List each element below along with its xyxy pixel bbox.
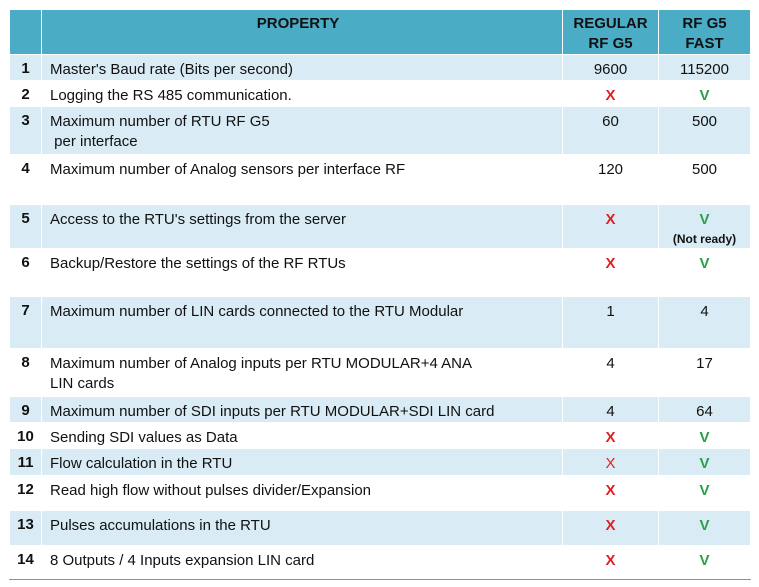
- row-property: Master's Baud rate (Bits per second): [42, 55, 563, 81]
- row-regular-value: 9600: [563, 55, 659, 81]
- row-regular-value: [563, 81, 659, 107]
- row-property-line2: per interface: [54, 133, 138, 150]
- check-mark-icon: V: [699, 552, 710, 569]
- header-regular: [563, 10, 659, 55]
- row-fast-value: [659, 449, 751, 476]
- row-fast-value: 115200: [659, 55, 751, 81]
- header-num: [10, 10, 42, 55]
- row-number: 7: [10, 297, 42, 349]
- header-fast: [659, 10, 751, 55]
- row-regular-value: [563, 423, 659, 449]
- table-row: [10, 423, 751, 449]
- row-property-line1: Maximum number of RTU RF G5: [50, 113, 270, 130]
- row-property-line1: Maximum number of Analog inputs per RTU MODULAR+4 ANA: [50, 355, 472, 372]
- x-mark-icon: X: [605, 552, 616, 569]
- row-regular-value: 1: [563, 297, 659, 349]
- row-number: 12: [10, 476, 42, 511]
- table-row: [10, 205, 751, 249]
- header-fast-line1: RF G5: [682, 15, 727, 32]
- header-property: PROPERTY: [42, 10, 563, 55]
- table-row: [10, 155, 751, 205]
- row-number: 4: [10, 155, 42, 205]
- row-regular-value: 4: [563, 349, 659, 397]
- row-regular-value: 120: [563, 155, 659, 205]
- row-number: 9: [10, 397, 42, 423]
- row-fast-value: [659, 511, 751, 546]
- header-row: [10, 10, 751, 55]
- table-row: [10, 107, 751, 155]
- row-fast-value: [659, 423, 751, 449]
- x-mark-icon: X: [605, 255, 616, 272]
- row-property: Read high flow without pulses divider/Expansion: [42, 476, 563, 511]
- row-property: [42, 349, 563, 397]
- row-fast-value: [659, 249, 751, 297]
- table-row: [10, 546, 751, 580]
- row-fast-value: 17: [659, 349, 751, 397]
- header-regular-line1: REGULAR: [573, 15, 648, 32]
- table-row: [10, 249, 751, 297]
- row-fast-value: 500: [659, 155, 751, 205]
- row-property: Flow calculation in the RTU: [42, 449, 563, 476]
- row-number: 6: [10, 249, 42, 297]
- header-regular-line2: RF G5: [588, 35, 633, 52]
- row-fast-value: 500: [659, 107, 751, 155]
- row-number: 10: [10, 423, 42, 449]
- x-mark-icon: X: [605, 482, 616, 499]
- check-mark-icon: V: [699, 429, 710, 446]
- check-mark-icon: V: [699, 87, 710, 104]
- x-mark-icon: X: [605, 429, 616, 446]
- check-mark-icon: V: [699, 482, 710, 499]
- table-row: [10, 476, 751, 511]
- row-regular-value: 60: [563, 107, 659, 155]
- check-mark-icon: V: [699, 211, 710, 228]
- table-row: [10, 297, 751, 349]
- header-fast-line2: FAST: [685, 35, 724, 52]
- check-mark-icon: V: [699, 517, 710, 534]
- row-regular-value: [563, 449, 659, 476]
- row-number: 2: [10, 81, 42, 107]
- row-regular-value: [563, 205, 659, 249]
- table-row: [10, 55, 751, 81]
- row-fast-value: [659, 476, 751, 511]
- table-row: [10, 81, 751, 107]
- row-number: 5: [10, 205, 42, 249]
- row-property: Logging the RS 485 communication.: [42, 81, 563, 107]
- row-fast-value: [659, 81, 751, 107]
- not-ready-note: (Not ready): [672, 232, 737, 246]
- row-property: Access to the RTU's settings from the server: [42, 205, 563, 249]
- row-number: 1: [10, 55, 42, 81]
- table-row: [10, 511, 751, 546]
- x-mark-icon: X: [605, 455, 616, 472]
- row-property: Maximum number of SDI inputs per RTU MODULAR+SDI LIN card: [42, 397, 563, 423]
- row-property: [42, 107, 563, 155]
- row-property: Maximum number of LIN cards connected to the RTU Modular: [42, 297, 563, 349]
- row-fast-value: [659, 546, 751, 580]
- table-row: [10, 349, 751, 397]
- row-property: Maximum number of Analog sensors per interface RF: [42, 155, 563, 205]
- row-fast-value: 4: [659, 297, 751, 349]
- row-property: Sending SDI values as Data: [42, 423, 563, 449]
- row-number: 3: [10, 107, 42, 155]
- row-regular-value: [563, 546, 659, 580]
- row-number: 11: [10, 449, 42, 476]
- row-number: 14: [10, 546, 42, 580]
- row-property: Backup/Restore the settings of the RF RTUs: [42, 249, 563, 297]
- comparison-table: [9, 9, 751, 580]
- check-mark-icon: V: [699, 455, 710, 472]
- row-property-line2: LIN cards: [50, 375, 115, 392]
- row-regular-value: 4: [563, 397, 659, 423]
- row-number: 8: [10, 349, 42, 397]
- check-mark-icon: V: [699, 255, 710, 272]
- row-regular-value: [563, 249, 659, 297]
- table-row: [10, 449, 751, 476]
- table-row: [10, 397, 751, 423]
- row-regular-value: [563, 511, 659, 546]
- row-fast-value: [659, 205, 751, 249]
- x-mark-icon: X: [605, 517, 616, 534]
- row-fast-value: 64: [659, 397, 751, 423]
- row-property: Pulses accumulations in the RTU: [42, 511, 563, 546]
- row-property: 8 Outputs / 4 Inputs expansion LIN card: [42, 546, 563, 580]
- x-mark-icon: X: [605, 87, 616, 104]
- row-number: 13: [10, 511, 42, 546]
- row-regular-value: [563, 476, 659, 511]
- x-mark-icon: X: [605, 211, 616, 228]
